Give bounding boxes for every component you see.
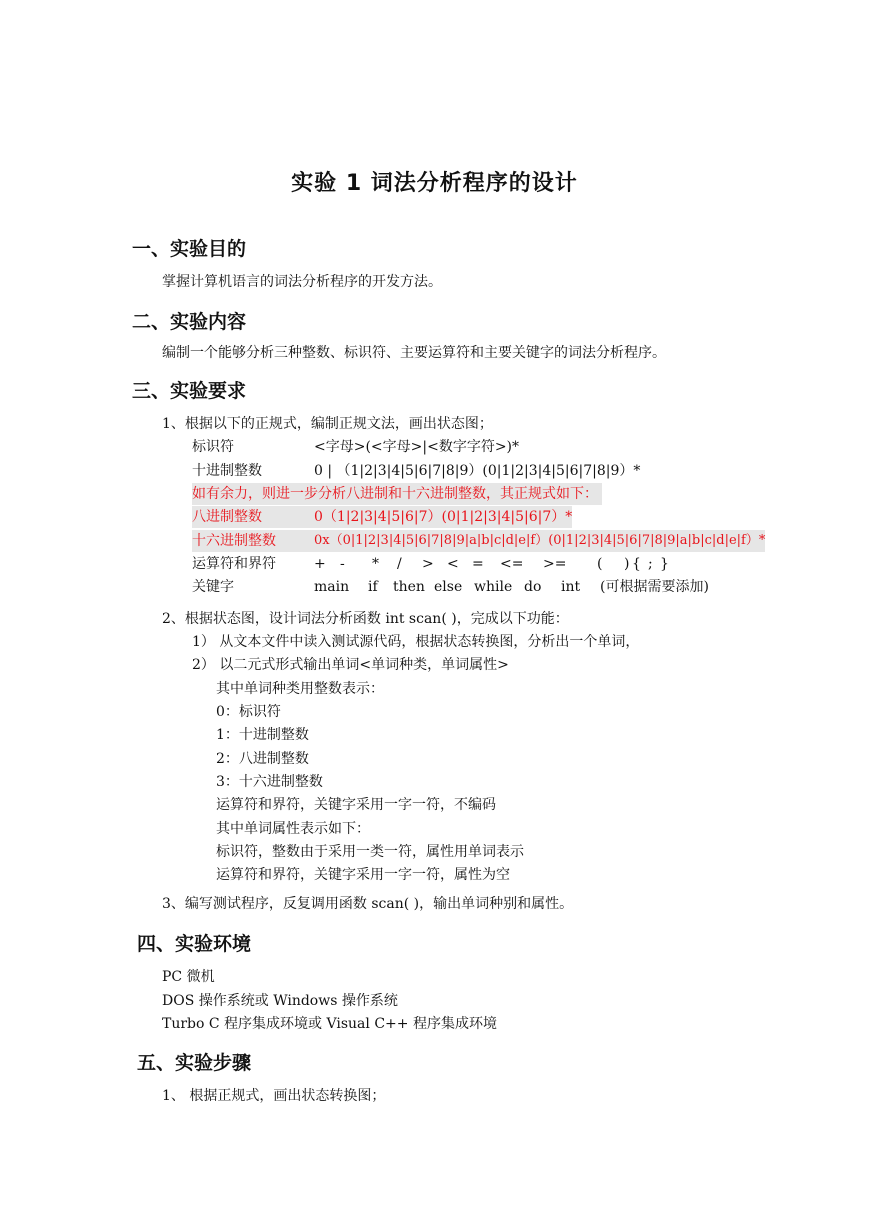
operator-token: (	[597, 556, 603, 572]
operator-token: <	[447, 556, 459, 572]
regex-label: 十六进制整数	[192, 530, 314, 552]
regex-value: 0x（0|1|2|3|4|5|6|7|8|9|a|b|c|d|e|f）(0|1|2|3|4|5|6|7|8|9|a|b|c|d|e|f）*	[314, 530, 765, 552]
detail-line: 2：八进制整数	[216, 751, 309, 767]
keyword-token: main	[314, 579, 350, 595]
detail-line: 运算符和界符，关键字采用一字一符，属性为空	[216, 867, 510, 883]
keyword-token: if	[368, 579, 378, 595]
requirement-item-3: 3、编写测试程序，反复调用函数 scan( )，输出单词种别和属性。	[162, 896, 574, 912]
operator-token: }	[660, 556, 669, 572]
regex-label: 十进制整数	[192, 463, 262, 479]
regex-value: <字母>(<字母>|<数字字符>)*	[314, 439, 520, 455]
section-heading-content: 二、实验内容	[132, 311, 247, 333]
detail-line: 其中单词属性表示如下：	[216, 821, 370, 837]
operator-token: +	[314, 556, 326, 572]
regex-label: 标识符	[192, 439, 234, 455]
regex-value: 0（1|2|3|4|5|6|7）(0|1|2|3|4|5|6|7）*	[314, 506, 572, 528]
keyword-token: int	[561, 579, 581, 595]
operator-token: =	[472, 556, 484, 572]
requirement-item-2-sub-2: 2） 以二元式形式输出单词<单词种类，单词属性>	[192, 657, 509, 673]
operator-token: ;	[648, 556, 653, 572]
section-heading-purpose: 一、实验目的	[132, 238, 247, 260]
operator-token: -	[340, 556, 345, 572]
environment-line: Turbo C 程序集成环境或 Visual C++ 程序集成环境	[162, 1016, 497, 1032]
detail-line: 运算符和界符，关键字采用一字一符，不编码	[216, 797, 496, 813]
section-heading-requirements: 三、实验要求	[132, 380, 247, 402]
operator-token: <=	[500, 556, 524, 572]
regex-label: 运算符和界符	[192, 556, 276, 572]
operator-token: *	[372, 556, 379, 572]
keyword-token: else	[434, 579, 463, 595]
section-heading-environment: 四、实验环境	[137, 933, 252, 955]
purpose-text: 掌握计算机语言的词法分析程序的开发方法。	[162, 274, 442, 290]
operator-token: >=	[543, 556, 567, 572]
regex-label: 八进制整数	[192, 506, 314, 528]
requirement-item-1: 1、根据以下的正规式，编制正规文法，画出状态图；	[162, 416, 493, 432]
requirement-item-2: 2、根据状态图，设计词法分析函数 int scan( )，完成以下功能：	[162, 611, 569, 627]
keyword-token: do	[524, 579, 542, 595]
page-title: 实验 1 词法分析程序的设计	[291, 171, 578, 196]
extra-note: 如有余力，则进一步分析八进制和十六进制整数，其正规式如下：	[192, 483, 602, 505]
detail-line: 标识符，整数由于采用一类一符，属性用单词表示	[216, 844, 524, 860]
regex-label: 关键字	[192, 579, 234, 595]
regex-value: 0 | （1|2|3|4|5|6|7|8|9）(0|1|2|3|4|5|6|7|8|9）*	[314, 463, 641, 479]
operator-token: {	[632, 556, 641, 572]
section-heading-steps: 五、实验步骤	[137, 1052, 252, 1074]
detail-line: 其中单词种类用整数表示：	[216, 681, 384, 697]
operator-token: >	[422, 556, 434, 572]
keyword-token: (可根据需要添加)	[600, 579, 709, 595]
keyword-token: then	[393, 579, 425, 595]
detail-line: 3：十六进制整数	[216, 774, 323, 790]
environment-line: PC 微机	[162, 969, 215, 985]
operator-token: /	[397, 556, 402, 572]
keyword-token: while	[474, 579, 513, 595]
steps-item-1: 1、 根据正规式，画出状态转换图；	[162, 1088, 386, 1104]
requirement-item-2-sub-1: 1） 从文本文件中读入测试源代码，根据状态转换图，分析出一个单词，	[192, 634, 640, 650]
environment-line: DOS 操作系统或 Windows 操作系统	[162, 993, 398, 1009]
detail-line: 0：标识符	[216, 704, 281, 720]
content-text: 编制一个能够分析三种整数、标识符、主要运算符和主要关键字的词法分析程序。	[162, 345, 666, 361]
operator-token: )	[624, 556, 630, 572]
detail-line: 1：十进制整数	[216, 727, 309, 743]
